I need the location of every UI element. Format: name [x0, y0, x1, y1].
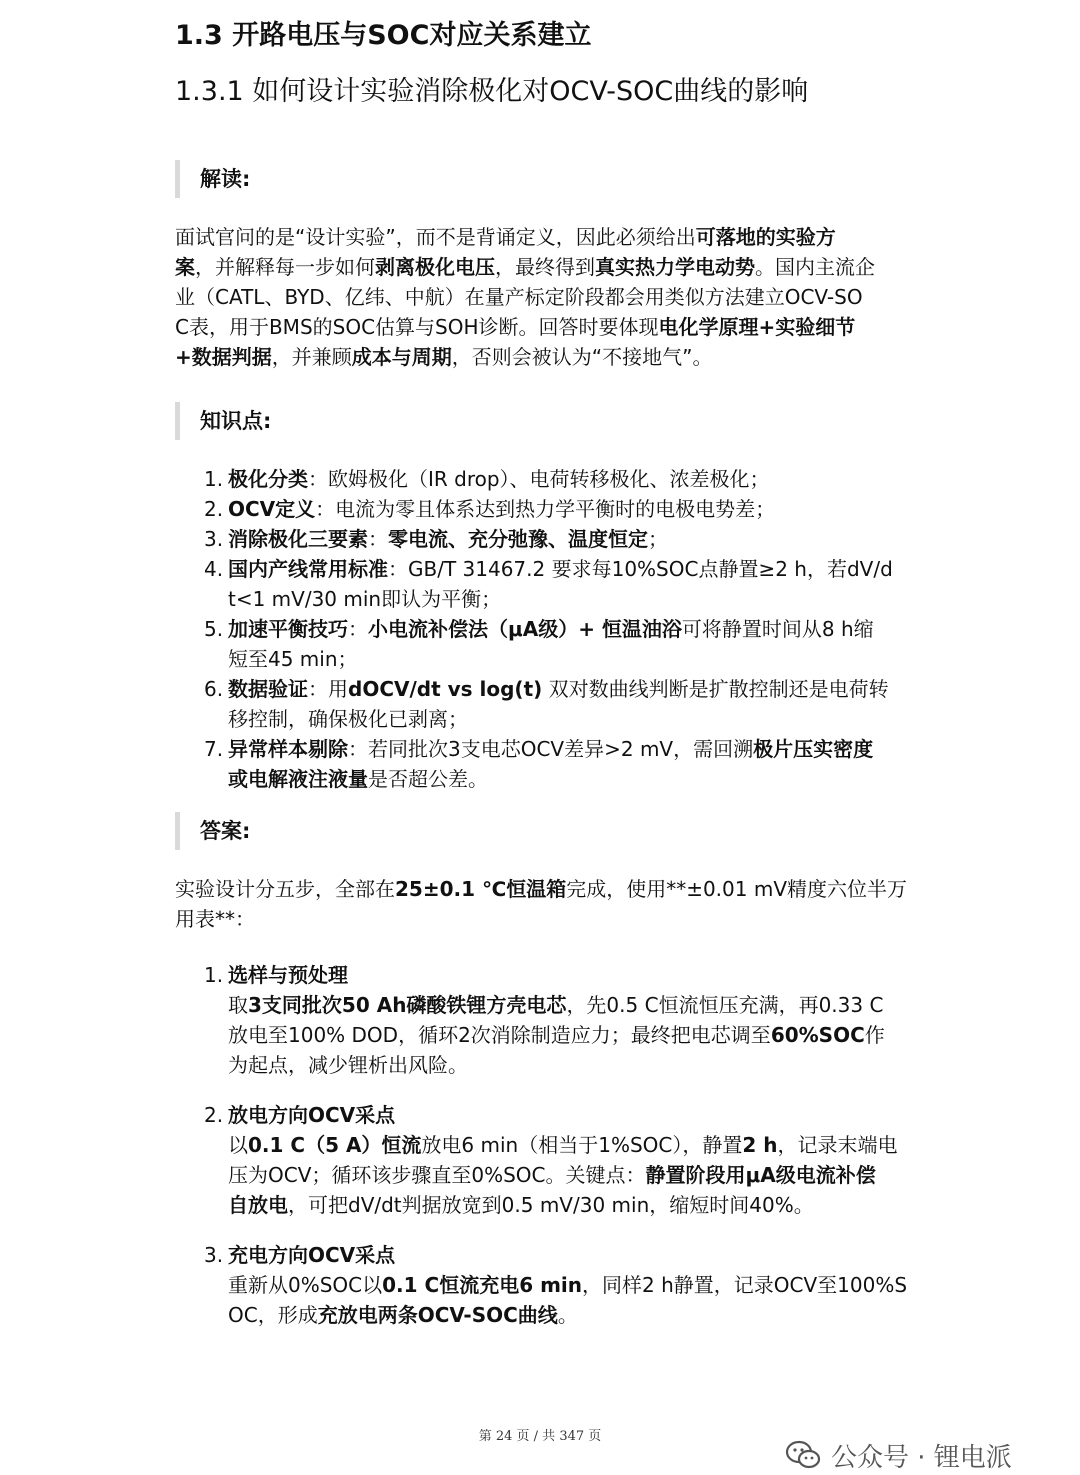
text-span: ，并兼顾: [271, 345, 352, 369]
text-span: 重新从0%SOC以: [228, 1273, 383, 1297]
bold-text: 3支同批次50 Ah磷酸铁锂方壳电芯: [248, 993, 567, 1017]
text-span: 短至45 min；: [228, 647, 358, 671]
text-line: [175, 312, 935, 342]
text-span: ：GB/T 31467.2 要求每10%SOC点静置≥2 h，若dV/d: [388, 557, 893, 581]
list-number: 6.: [204, 677, 224, 701]
text-line: [228, 584, 945, 614]
list-number: 7.: [204, 737, 224, 761]
bold-text: 极片压实密度: [753, 737, 874, 761]
text-line: [228, 1190, 945, 1220]
text-line: [228, 704, 945, 734]
text-line: [175, 874, 935, 904]
text-span: ；: [648, 527, 668, 551]
bold-text: 0.1 C恒流充电6 min: [382, 1273, 583, 1297]
text-line: [228, 644, 945, 674]
bold-text: 数据验证: [228, 677, 308, 701]
step-number: 1.: [204, 963, 224, 987]
bold-text: 2 h: [742, 1133, 778, 1157]
bold-text: 零电流、充分弛豫、温度恒定: [388, 527, 648, 551]
bold-text: 异常样本剔除: [228, 737, 348, 761]
text-line: [175, 252, 935, 282]
bold-text: 消除极化三要素: [228, 527, 368, 551]
text-span: 为起点，减少锂析出风险。: [228, 1053, 468, 1077]
bold-text: 60%SOC: [770, 1023, 865, 1047]
answer-intro: [175, 874, 935, 934]
text-line: [228, 990, 945, 1020]
knowledge-item: [175, 554, 945, 614]
bold-text: 或电解液注液量: [228, 767, 368, 791]
text-span: 。国内主流企: [755, 255, 875, 279]
text-span: 以: [228, 1133, 248, 1157]
step-number: 2.: [204, 1103, 224, 1127]
text-span: 业（CATL、BYD、亿纬、中航）在量产标定阶段都会用类似方法建立OCV-SO: [175, 285, 863, 309]
watermark-text: 公众号 · 锂电派: [831, 1442, 1012, 1473]
text-line: [228, 734, 945, 764]
text-span: ：: [368, 527, 388, 551]
text-line: [228, 554, 945, 584]
text-span: 用表**：: [175, 907, 255, 931]
knowledge-list: [175, 464, 945, 794]
text-span: 面试官问的是“设计实验”，而不是背诵定义，因此必须给出: [175, 225, 696, 249]
answer-step: [175, 960, 945, 1080]
text-span: 双对数曲线判断是扩散控制还是电荷转: [542, 677, 889, 701]
bold-text: 电化学原理+实验细节: [658, 315, 856, 339]
text-line: [228, 1130, 945, 1160]
knowledge-label: 知识点:: [175, 402, 271, 440]
bold-text: 剥离极化电压: [375, 255, 495, 279]
wechat-icon: [785, 1440, 821, 1470]
step-title: 选样与预处理: [228, 963, 348, 987]
list-number: 1.: [204, 467, 224, 491]
text-span: 可将静置时间从8 h缩: [681, 617, 874, 641]
text-span: ：用: [308, 677, 348, 701]
text-span: 放电6 min（相当于1%SOC），静置: [421, 1133, 743, 1157]
bold-text: 极化分类: [228, 467, 308, 491]
text-span: ，并解释每一步如何: [195, 255, 375, 279]
text-line: [228, 764, 945, 794]
bold-text: +数据判据: [175, 345, 272, 369]
text-line: [228, 1160, 945, 1190]
text-line: [228, 524, 945, 554]
bold-text: 真实热力学电动势: [595, 255, 755, 279]
bold-text: OCV定义: [228, 497, 316, 521]
section-heading: 1.3 开路电压与SOC对应关系建立: [175, 20, 592, 51]
interpretation-label: 解读:: [175, 160, 250, 198]
bold-text: 可落地的实验方: [695, 225, 836, 249]
bold-text: 充放电两条OCV-SOC曲线: [317, 1303, 558, 1327]
text-span: ，同样2 h静置，记录OCV至100%S: [582, 1273, 908, 1297]
knowledge-item: [175, 734, 945, 794]
text-span: 取: [228, 993, 248, 1017]
text-span: ，先0.5 C恒流恒压充满，再0.33 C: [566, 993, 884, 1017]
text-span: 压为OCV；循环该步骤直至0%SOC。关键点：: [228, 1163, 646, 1187]
list-number: 5.: [204, 617, 224, 641]
page-footer: 第 24 页 / 共 347 页: [478, 1429, 602, 1444]
text-line: [228, 494, 945, 524]
bold-text: 成本与周期: [351, 345, 452, 369]
bold-text: 25±0.1 ℃恒温箱: [395, 877, 567, 901]
text-span: t<1 mV/30 min即认为平衡；: [228, 587, 502, 611]
text-line: [175, 342, 935, 372]
text-line: [175, 282, 935, 312]
bold-text: 自放电: [228, 1193, 288, 1217]
text-line: [228, 1300, 945, 1330]
text-line: [175, 904, 935, 934]
list-number: 2.: [204, 497, 224, 521]
text-line: [228, 674, 945, 704]
step-number: 3.: [204, 1243, 224, 1267]
bold-text: 小电流补偿法（μA级）+ 恒温油浴: [368, 617, 682, 641]
watermark: [785, 1435, 1012, 1475]
steps-list: [175, 960, 945, 1350]
knowledge-item: [175, 614, 945, 674]
text-line: [228, 464, 945, 494]
text-span: ，可把dV/dt判据放宽到0.5 mV/30 min，缩短时间40%。: [288, 1193, 814, 1217]
text-span: 移控制，确保极化已剥离；: [228, 707, 468, 731]
knowledge-item: [175, 464, 945, 494]
step-title: 放电方向OCV采点: [228, 1103, 396, 1127]
text-span: C表，用于BMS的SOC估算与SOH诊断。回答时要体现: [175, 315, 659, 339]
text-span: 放电至100% DOD，循环2次消除制造应力；最终把电芯调至: [228, 1023, 771, 1047]
step-title: 充电方向OCV采点: [228, 1243, 396, 1267]
answer-step: [175, 1100, 945, 1220]
text-line: [228, 1270, 945, 1300]
text-line: [228, 614, 945, 644]
text-line: [228, 1020, 945, 1050]
list-number: 3.: [204, 527, 224, 551]
text-span: 。: [557, 1303, 578, 1327]
text-span: ，否则会被认为“不接地气”。: [451, 345, 713, 369]
answer-label: 答案:: [175, 812, 250, 850]
text-span: 作: [864, 1023, 885, 1047]
text-line: [175, 222, 935, 252]
text-span: ：欧姆极化（IR drop）、电荷转移极化、浓差极化；: [308, 467, 770, 491]
text-line: [228, 1050, 945, 1080]
knowledge-item: [175, 524, 945, 554]
bold-text: 案: [175, 255, 195, 279]
text-span: ：电流为零且体系达到热力学平衡时的电极电势差；: [315, 497, 776, 521]
text-span: OC，形成: [228, 1303, 318, 1327]
list-number: 4.: [204, 557, 224, 581]
bold-text: 国内产线常用标准: [228, 557, 388, 581]
bold-text: 加速平衡技巧: [228, 617, 348, 641]
text-span: ：若同批次3支电芯OCV差异>2 mV，需回溯: [348, 737, 754, 761]
subsection-heading: 1.3.1 如何设计实验消除极化对OCV-SOC曲线的影响: [175, 76, 809, 107]
interpretation-paragraph: [175, 222, 935, 372]
text-span: 是否超公差。: [368, 767, 488, 791]
text-span: ，记录末端电: [777, 1133, 898, 1157]
text-span: ，最终得到: [495, 255, 595, 279]
bold-text: 0.1 C（5 A）恒流: [248, 1133, 422, 1157]
text-span: ：: [348, 617, 368, 641]
text-span: 完成，使用**±0.01 mV精度六位半万: [566, 877, 908, 901]
bold-text: 静置阶段用μA级电流补偿: [645, 1163, 876, 1187]
knowledge-item: [175, 674, 945, 734]
bold-text: dOCV/dt vs log(t): [348, 677, 543, 701]
answer-step: [175, 1240, 945, 1330]
text-span: 实验设计分五步，全部在: [175, 877, 395, 901]
knowledge-item: [175, 494, 945, 524]
